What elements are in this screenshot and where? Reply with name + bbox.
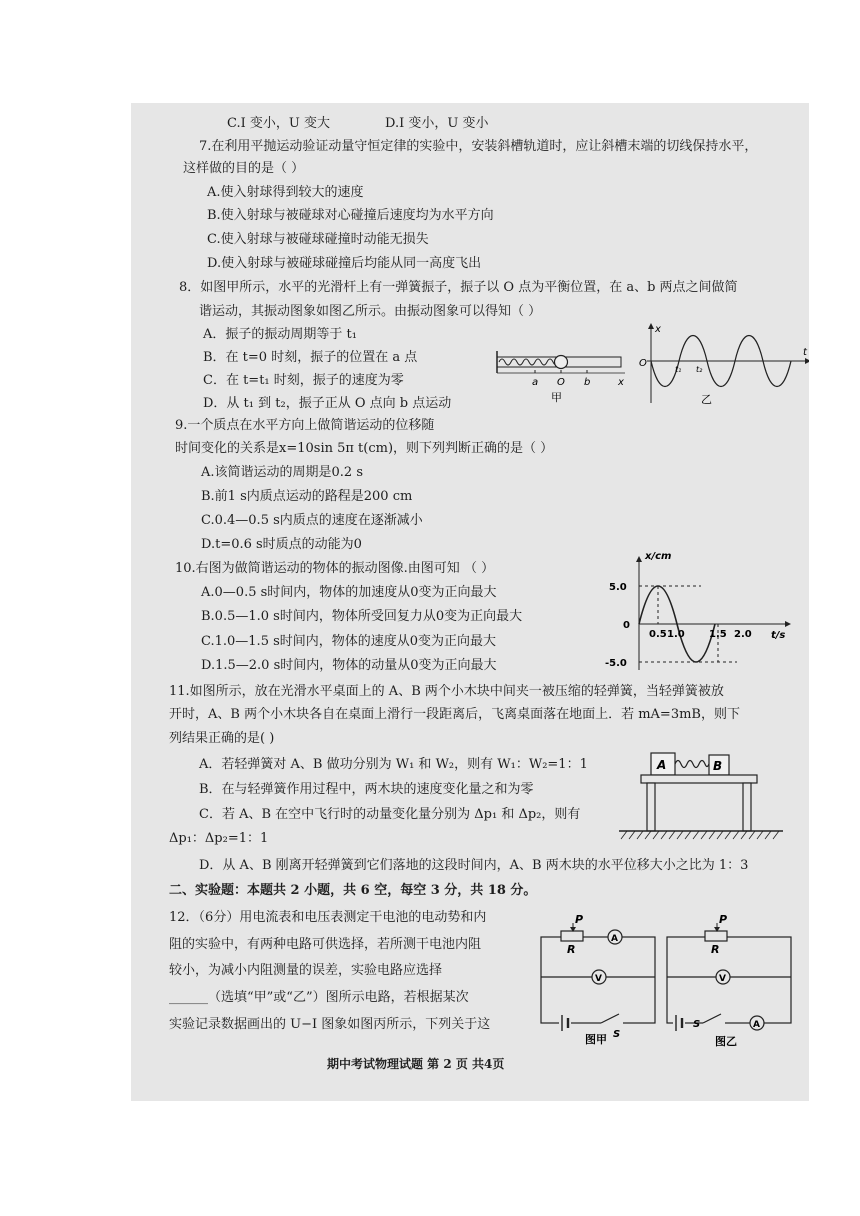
fig12-yi-switch: S [693,1019,701,1030]
fig8-label-o: O [557,377,565,388]
question-7-option-b: B.使入射球与被碰球对心碰撞后速度均为水平方向 [207,208,494,223]
question-9-option-b: B.前1 s内质点运动的路程是200 cm [201,489,413,504]
fig8-caption-left: 甲 [551,391,562,404]
question-11-stem-cont2: 列结果正确的是( ) [169,731,275,746]
question-10-option-c: C.1.0—1.5 s时间内，物体的速度从0变为正向最大 [201,634,497,649]
option-d-prev: D.I 变小，U 变小 [385,116,489,131]
fig10-ytick-zero: 0 [623,620,630,631]
option-c-prev: C.I 变小，U 变大 [227,116,330,131]
fig10-xtick-0-5: 0.5 [649,629,667,640]
question-9-option-a: A.该简谐运动的周期是0.2 s [201,465,363,480]
figure-11-blocks-table [611,743,791,847]
question-8-stem: 8．如图甲所示，水平的光滑杆上有一弹簧振子，振子以 O 点为平衡位置，在 a、b 两点之间做简 [179,280,738,295]
question-12-line-1: 12．（6分）用电流表和电压表测定干电池的电动势和内 [169,910,487,925]
question-10-option-d: D.1.5—2.0 s时间内，物体的动量从0变为正向最大 [201,658,497,673]
question-12-line-3: 较小，为减小内阻测量的误差，实验电路应选择 [169,963,443,978]
fig10-ylabel: x/cm [645,551,672,562]
question-12-line-4: ______（选填“甲”或“乙”）图所示电路，若根据某次 [169,990,469,1005]
question-7-stem: 7.在利用平抛运动验证动量守恒定律的实验中，安装斜槽轨道时，应让斜槽末端的切线保持水平， [199,139,758,154]
fig8-label-b: b [584,377,591,388]
figure-8-spring-rod [491,347,631,405]
question-11-option-c-cont: Δp₁：Δp₂=1：1 [169,831,269,846]
question-11-option-b: B．在与轻弹簧作用过程中，两木块的速度变化量之和为零 [199,782,534,797]
question-9-option-c: C.0.4—0.5 s内质点的速度在逐渐减小 [201,513,423,528]
question-7-option-c: C.使入射球与被碰球碰撞时动能无损失 [207,232,429,247]
question-11-stem-cont: 开时，A、B 两个小木块各自在桌面上滑行一段距离后，飞离桌面落在地面上．若 mA=3mB，则下 [169,707,740,722]
question-8-option-a: A．振子的振动周期等于 t₁ [203,327,357,342]
fig12-caption-yi: 图乙 [715,1035,737,1048]
fig12-jia-p: P [575,915,584,926]
fig10-xlabel: t/s [771,630,786,641]
fig10-ytick-min: -5.0 [605,658,627,669]
fig12-jia-r: R [567,943,576,956]
question-10-option-b: B.0.5—1.0 s时间内，物体所受回复力从0变为正向最大 [201,609,523,624]
fig8-graph-xlabel: x [655,324,661,335]
fig12-yi-p: P [719,915,728,926]
question-9-option-d: D.t=0.6 s时质点的动能为0 [201,537,362,552]
fig8-label-a: a [532,377,539,388]
question-12-line-2: 阻的实验中，有两种电路可供选择，若所测干电池内阻 [169,937,482,952]
question-8-stem-cont: 谐运动，其振动图象如图乙所示。由振动图象可以得知（ ） [199,304,542,319]
fig10-xtick-1-0: 1.0 [667,629,685,640]
fig10-xtick-1-5: 1.5 [709,629,727,640]
question-7-stem-cont: 这样做的目的是（ ） [183,161,305,176]
fig11-block-a: A [657,758,667,772]
fig12-yi-ammeter: A [753,1020,760,1030]
page-footer: 期中考试物理试题 第 2 页 共4页 [327,1057,505,1071]
fig8-graph-tlabel: t [803,347,807,358]
question-7-option-a: A.使入射球得到较大的速度 [207,185,364,200]
fig12-yi-voltmeter: V [719,974,726,984]
fig8-graph-t1: t₁ [675,365,682,374]
question-7-option-d: D.使入射球与被碰球碰撞后均能从同一高度飞出 [207,256,482,271]
fig12-yi-r: R [711,943,720,956]
figure-10-xt-graph [601,548,801,674]
question-12-line-5: 实验记录数据画出的 U−I 图象如图丙所示，下列关于这 [169,1017,491,1032]
circuit-jia [541,915,655,1046]
figure-12-circuits [535,915,797,1049]
question-11-stem: 11.如图所示，放在光滑水平桌面上的 A、B 两个小木块中间夹一被压缩的轻弹簧，当轻弹簧被放 [169,684,724,699]
question-8-option-b: B．在 t=0 时刻，振子的位置在 a 点 [203,350,418,365]
fig12-jia-switch: S [613,1029,621,1040]
exam-page [131,103,809,1101]
fig12-caption-jia: 图甲 [585,1033,607,1046]
question-10-option-a: A.0—0.5 s时间内，物体的加速度从0变为正向最大 [201,585,497,600]
section-2-heading: 二、实验题：本题共 2 小题，共 6 空，每空 3 分，共 18 分。 [169,883,537,898]
fig12-jia-voltmeter: V [595,974,602,984]
question-11-option-a: A．若轻弹簧对 A、B 做功分别为 W₁ 和 W₂，则有 W₁：W₂=1：1 [199,757,588,772]
fig8-graph-origin: O [639,358,647,369]
question-10-stem: 10.右图为做简谐运动的物体的振动图像.由图可知 （ ） [175,561,495,576]
circuit-yi [667,915,791,1048]
question-8-option-c: C．在 t=t₁ 时刻，振子的速度为零 [203,373,404,388]
fig12-jia-ammeter: A [611,934,618,944]
question-9-stem: 9.一个质点在水平方向上做简谐运动的位移随 [175,418,435,433]
question-8-option-d: D．从 t₁ 到 t₂，振子正从 O 点向 b 点运动 [203,396,452,411]
fig10-xtick-2-0: 2.0 [734,629,752,640]
fig8-label-x: x [618,377,624,388]
question-9-stem-cont: 时间变化的关系是x=10sin 5π t(cm)，则下列判断正确的是（ ） [175,441,554,456]
fig8-graph-t2: t₂ [696,365,703,374]
figure-8-vibration-graph [633,321,809,409]
fig8-caption-right: 乙 [701,393,712,406]
fig10-ytick-max: 5.0 [609,582,627,593]
question-11-option-d: D．从 A、B 刚离开轻弹簧到它们落地的这段时间内，A、B 两木块的水平位移大小之比为 1：3 [199,858,749,873]
question-11-option-c: C．若 A、B 在空中飞行时的动量变化量分别为 Δp₁ 和 Δp₂，则有 [199,807,581,822]
fig11-block-b: B [713,759,723,773]
